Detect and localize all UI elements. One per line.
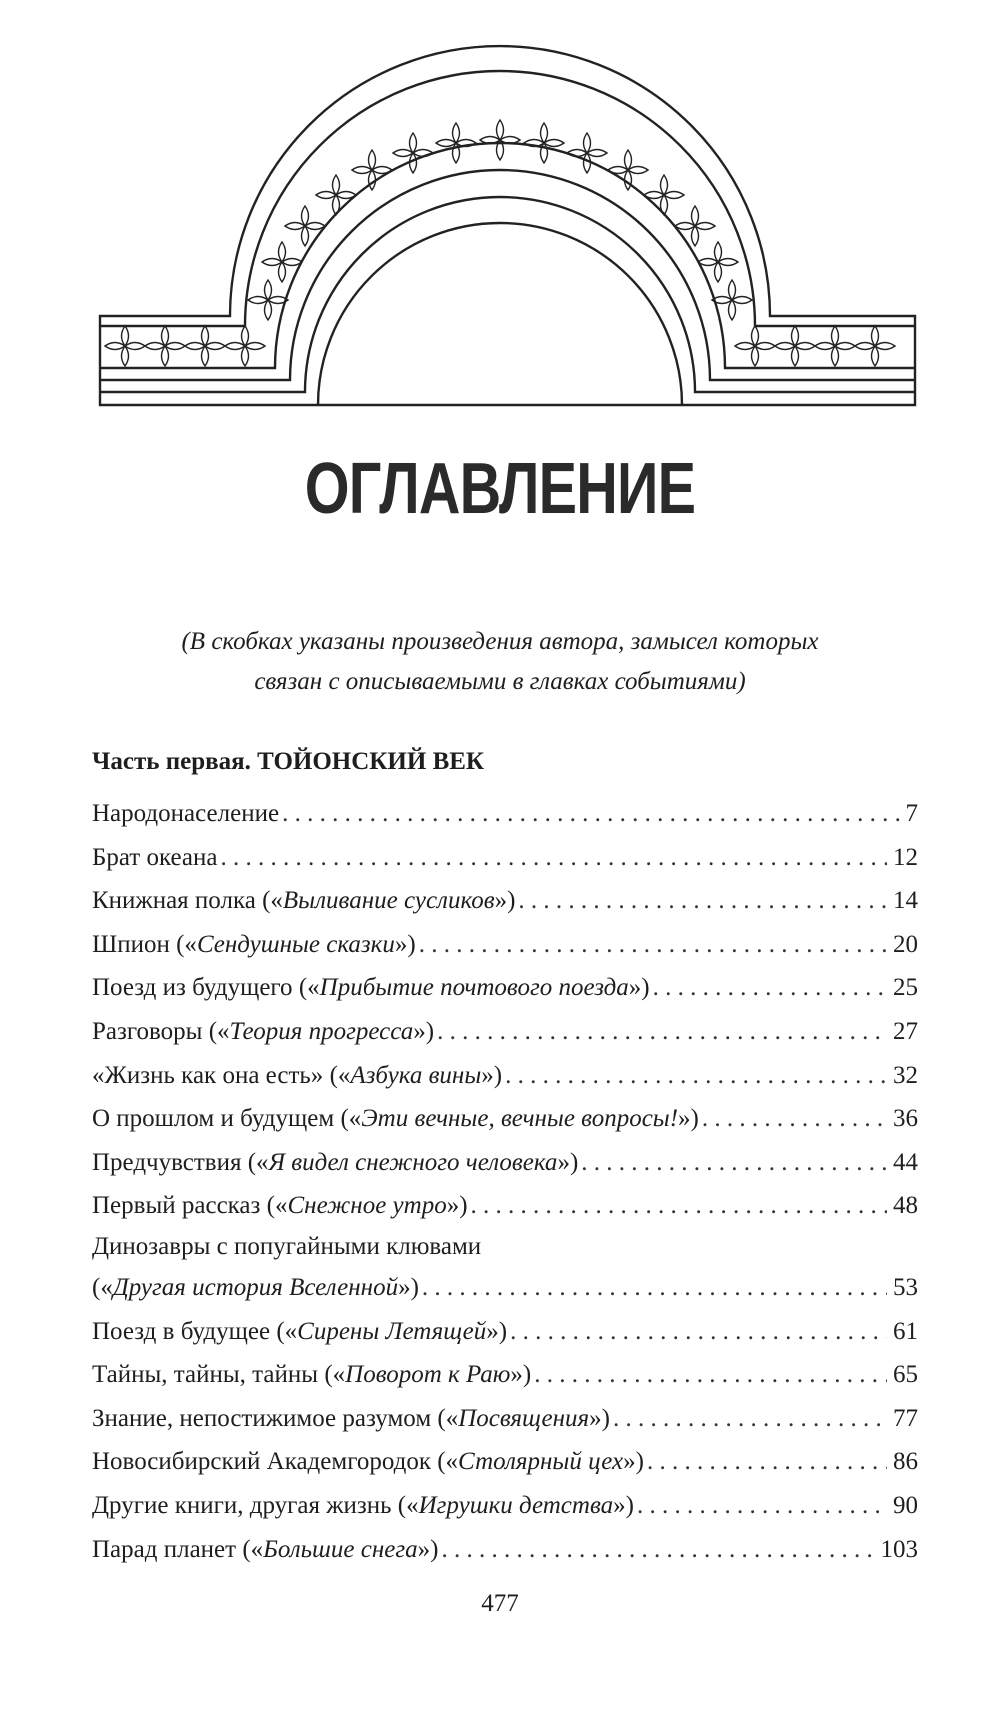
entry-text: «Жизнь как она есть» («Азбука вины») (92, 1061, 503, 1089)
dot-leader (637, 1484, 887, 1528)
entry-text: Другие книги, другая жизнь («Игрушки детства») (92, 1491, 634, 1519)
entry-title: Народонаселение (92, 800, 280, 827)
entry-title: Брат океана (92, 843, 218, 871)
page-number: 477 (481, 1590, 519, 1617)
entry-title: О прошлом и будущем (92, 1105, 335, 1133)
entry-page: 12 (893, 843, 918, 871)
entry-work: Поворот к Раю (345, 1361, 511, 1389)
entry-title: «Жизнь как она есть» (92, 1061, 324, 1089)
toc-entry[interactable] (92, 1440, 918, 1484)
entry-work: Сендушные сказки (196, 930, 395, 958)
entry-work: Снежное утро (287, 1192, 447, 1220)
toc-entry[interactable] (92, 1310, 918, 1354)
dot-leader (471, 1184, 887, 1228)
table-of-contents (92, 792, 918, 1571)
entry-text: Разговоры («Теория прогресса») (92, 1017, 435, 1045)
entry-text: Новосибирский Академгородок («Столярный цех») (92, 1448, 644, 1476)
entry-page: 65 (893, 1361, 918, 1389)
dot-leader (647, 1440, 887, 1484)
entry-title: Книжная полка (92, 887, 256, 915)
toc-entry[interactable] (92, 1397, 918, 1441)
toc-entry[interactable] (92, 923, 918, 967)
dot-leader (419, 923, 887, 967)
dot-leader (613, 1397, 887, 1441)
toc-entry[interactable] (92, 1484, 918, 1528)
toc-entry[interactable] (92, 836, 918, 880)
entry-title: Поезд из будущего (92, 974, 293, 1002)
entry-text (92, 792, 279, 836)
entry-work: Другая история Вселенной (112, 1273, 399, 1301)
entry-text: Поезд из будущего («Прибытие почтового поезда») (92, 974, 650, 1002)
entry-work: Я видел снежного человека (268, 1148, 558, 1176)
entry-page: 27 (893, 1017, 918, 1045)
toc-entry[interactable] (92, 1054, 918, 1098)
toc-entry[interactable] (92, 879, 918, 923)
entry-title: Предчувствия (92, 1148, 242, 1176)
entry-work: Теория прогресса (229, 1017, 414, 1045)
editorial-note (0, 622, 1000, 702)
entry-text (92, 836, 217, 880)
dot-leader (220, 836, 887, 880)
dot-leader (437, 1010, 887, 1054)
entry-page: 14 (893, 887, 918, 915)
entry-text: Шпион («Сендушные сказки») (92, 930, 416, 958)
toc-entry[interactable] (92, 1528, 918, 1572)
entry-title: Шпион (92, 930, 170, 958)
entry-work: Эти вечные, вечные вопросы! (361, 1105, 679, 1133)
entry-page: 77 (893, 1404, 918, 1432)
note-line: (В скобках указаны произведения автора, замысел которых (181, 628, 819, 655)
entry-work: Азбука вины (350, 1061, 482, 1089)
entry-title: Поезд в будущее (92, 1317, 271, 1345)
entry-work: Сирены Летящей (297, 1317, 487, 1345)
entry-page: 44 (893, 1148, 918, 1176)
entry-page: 36 (893, 1105, 918, 1133)
toc-entry[interactable] (92, 1141, 918, 1185)
toc-entry[interactable] (92, 1353, 918, 1397)
entry-work: Столярный цех (458, 1448, 624, 1476)
dot-leader (653, 966, 887, 1010)
entry-work: Посвящения (458, 1404, 590, 1432)
dot-leader (518, 879, 887, 923)
entry-text: Парад планет («Большие снега») (92, 1535, 439, 1563)
dot-leader (510, 1310, 887, 1354)
toc-entry[interactable] (92, 1097, 918, 1141)
entry-page: 61 (893, 1317, 918, 1345)
entry-work: Большие снега (263, 1535, 418, 1563)
page-title: ОГЛАВЛЕНИЕ (304, 449, 696, 529)
entry-text: О прошлом и будущем («Эти вечные, вечные вопросы!») (92, 1105, 699, 1133)
toc-entry[interactable] (92, 966, 918, 1010)
dot-leader (505, 1054, 887, 1098)
entry-text: Первый рассказ («Снежное утро») (92, 1192, 468, 1220)
entry-text: Тайны, тайны, тайны («Поворот к Раю») (92, 1361, 532, 1389)
entry-text: Книжная полка («Выливание сусликов») (92, 887, 516, 915)
entry-page: 86 (893, 1448, 918, 1476)
entry-work: Выливание сусликов (282, 887, 495, 915)
entry-page: 103 (880, 1535, 918, 1563)
entry-text: Знание, непостижимое разумом («Посвящения») (92, 1404, 610, 1432)
toc-entry[interactable] (92, 1228, 918, 1310)
part-heading: Часть первая. ТОЙОНСКИЙ ВЕК (92, 748, 485, 775)
dot-leader (534, 1353, 887, 1397)
entry-work: Игрушки детства (418, 1491, 614, 1519)
entry-work: Прибытие почтового поезда (319, 974, 629, 1002)
entry-page: 90 (893, 1491, 918, 1519)
entry-title: Знание, непостижимое разумом (92, 1404, 432, 1432)
dot-leader (282, 792, 899, 836)
entry-page: 32 (893, 1061, 918, 1089)
toc-entry[interactable] (92, 1010, 918, 1054)
dot-leader (422, 1266, 887, 1310)
entry-page: 25 (893, 974, 918, 1002)
note-line: связан с описываемыми в главках событиями) (254, 668, 746, 695)
entry-page: 7 (905, 800, 918, 827)
dot-leader (581, 1141, 887, 1185)
entry-title: Новосибирский Академгородок (92, 1448, 431, 1476)
entry-page: 20 (893, 930, 918, 958)
dot-leader (702, 1097, 887, 1141)
entry-title: Динозавры с попугайными клювами (92, 1232, 482, 1260)
entry-page: 53 (893, 1273, 918, 1301)
entry-title: Разговоры (92, 1017, 203, 1045)
toc-entry[interactable] (92, 792, 918, 836)
entry-title: Другие книги, другая жизнь (92, 1491, 392, 1519)
toc-entry[interactable] (92, 1184, 918, 1228)
entry-text: Поезд в будущее («Сирены Летящей») (92, 1317, 508, 1345)
arch-ornament (0, 0, 1000, 420)
entry-text: («Другая история Вселенной») (92, 1273, 419, 1301)
entry-title: Парад планет (92, 1535, 237, 1563)
entry-page: 48 (893, 1192, 918, 1220)
entry-text: Предчувствия («Я видел снежного человека») (92, 1148, 579, 1176)
entry-title: Первый рассказ (92, 1192, 261, 1220)
entry-title: Тайны, тайны, тайны (92, 1361, 319, 1389)
entry-text (92, 1228, 481, 1266)
dot-leader (441, 1528, 874, 1572)
